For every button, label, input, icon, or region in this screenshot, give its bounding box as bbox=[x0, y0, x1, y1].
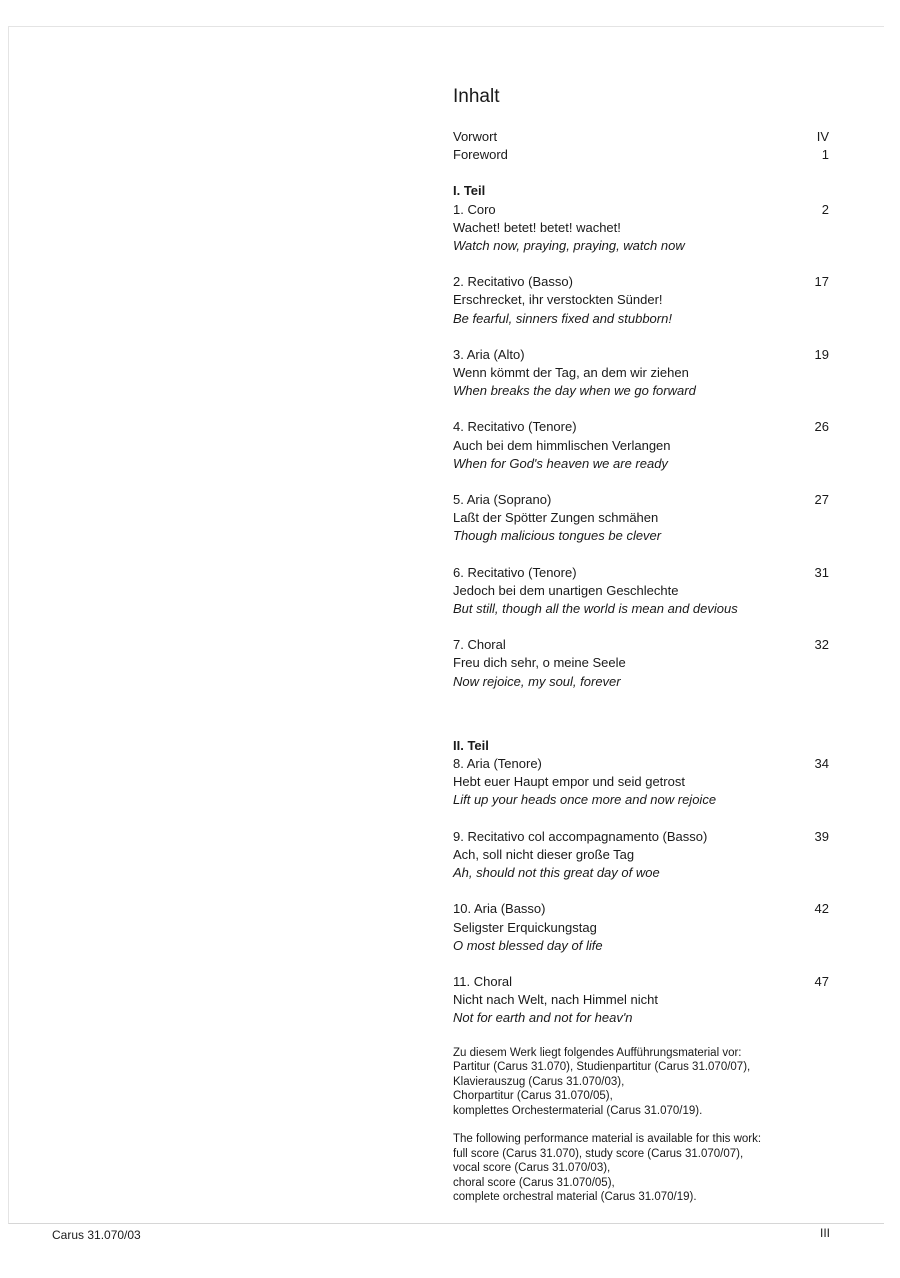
part-heading: I. Teil bbox=[453, 183, 486, 199]
toc-entry-vorwort[interactable] bbox=[453, 128, 829, 146]
entry-title: 4. Recitativo (Tenore) bbox=[453, 419, 577, 435]
entry-english: Not for earth and not for heav'n bbox=[453, 1010, 633, 1026]
toc-entry[interactable] bbox=[453, 273, 829, 328]
entry-label: Foreword bbox=[453, 147, 508, 163]
entry-page: 19 bbox=[814, 346, 829, 362]
front-matter bbox=[453, 128, 829, 164]
toc-entry[interactable] bbox=[453, 201, 829, 256]
entry-title: 8. Aria (Tenore) bbox=[453, 756, 542, 772]
entry-page: 32 bbox=[814, 637, 829, 653]
material-line: komplettes Orchestermaterial (Carus 31.070/19). bbox=[453, 1104, 703, 1117]
entry-page: 27 bbox=[814, 492, 829, 508]
toc-entry[interactable] bbox=[453, 755, 829, 810]
toc-entry-foreword[interactable] bbox=[453, 146, 829, 164]
entry-page: IV bbox=[816, 129, 829, 144]
entry-title: 2. Recitativo (Basso) bbox=[453, 274, 573, 290]
material-line: choral score (Carus 31.070/05), bbox=[453, 1176, 615, 1189]
part-spacer bbox=[453, 709, 829, 737]
entry-title: 10. Aria (Basso) bbox=[453, 901, 546, 917]
entry-german: Nicht nach Welt, nach Himmel nicht bbox=[453, 992, 658, 1008]
material-english bbox=[453, 1132, 829, 1205]
toc-entry[interactable] bbox=[453, 828, 829, 883]
entry-page: 26 bbox=[814, 419, 829, 435]
entry-page: 34 bbox=[814, 756, 829, 772]
entry-title: 9. Recitativo col accompagnamento (Basso) bbox=[453, 828, 708, 844]
entry-english: Now rejoice, my soul, forever bbox=[453, 673, 621, 689]
entry-german: Laßt der Spötter Zungen schmähen bbox=[453, 510, 659, 526]
entry-german: Erschrecket, ihr verstockten Sünder! bbox=[453, 292, 663, 308]
entry-english: Ah, should not this great day of woe bbox=[453, 865, 660, 881]
entry-english: Though malicious tongues be clever bbox=[453, 528, 662, 544]
entry-english: Lift up your heads once more and now rejoice bbox=[453, 792, 717, 808]
toc-entry[interactable] bbox=[453, 491, 829, 546]
entry-english: Be fearful, sinners fixed and stubborn! bbox=[453, 310, 672, 326]
entry-german: Freu dich sehr, o meine Seele bbox=[453, 655, 626, 671]
material-german bbox=[453, 1046, 829, 1119]
entry-german: Wachet! betet! betet! wachet! bbox=[453, 219, 621, 235]
table-of-contents bbox=[453, 86, 829, 1219]
entry-german: Ach, soll nicht dieser große Tag bbox=[453, 846, 635, 862]
entry-title: 1. Coro bbox=[453, 201, 496, 217]
entry-label: Vorwort bbox=[453, 129, 498, 144]
toc-entry[interactable] bbox=[453, 346, 829, 401]
entry-german: Wenn kömmt der Tag, an dem wir ziehen bbox=[453, 365, 689, 381]
entry-title: 3. Aria (Alto) bbox=[453, 346, 525, 362]
performance-material bbox=[453, 1046, 829, 1205]
material-line: full score (Carus 31.070), study score (Carus 31.070/07), bbox=[453, 1147, 744, 1160]
toc-entry[interactable] bbox=[453, 418, 829, 473]
footer-catalog-number: Carus 31.070/03 bbox=[52, 1228, 141, 1242]
entry-english: O most blessed day of life bbox=[453, 937, 603, 953]
toc-entry[interactable] bbox=[453, 973, 829, 1028]
entry-page: 31 bbox=[814, 564, 829, 580]
entry-english: Watch now, praying, praying, watch now bbox=[453, 238, 685, 254]
entry-german: Jedoch bei dem unartigen Geschlechte bbox=[453, 582, 679, 598]
entry-page: 47 bbox=[814, 973, 829, 989]
material-line: The following performance material is available for this work: bbox=[453, 1133, 762, 1146]
entry-english: When breaks the day when we go forward bbox=[453, 383, 696, 399]
material-line: Klavierauszug (Carus 31.070/03), bbox=[453, 1075, 625, 1088]
entry-page: 2 bbox=[821, 201, 829, 217]
entry-english: When for God's heaven we are ready bbox=[453, 455, 668, 471]
entry-page: 42 bbox=[814, 901, 829, 917]
entry-english: But still, though all the world is mean and devious bbox=[453, 601, 738, 617]
footer-page-number: III bbox=[819, 1226, 830, 1240]
part-heading: II. Teil bbox=[453, 737, 489, 753]
entry-page: 1 bbox=[821, 147, 829, 163]
material-line: Partitur (Carus 31.070), Studienpartitur (Carus 31.070/07), bbox=[453, 1061, 751, 1074]
material-line: complete orchestral material (Carus 31.070/19). bbox=[453, 1191, 697, 1204]
entry-page: 17 bbox=[814, 274, 829, 290]
entry-page: 39 bbox=[814, 828, 829, 844]
toc-entry[interactable] bbox=[453, 900, 829, 955]
entry-german: Seligster Erquickungstag bbox=[453, 919, 597, 935]
entry-german: Auch bei dem himmlischen Verlangen bbox=[453, 437, 671, 453]
toc-title: Inhalt bbox=[453, 86, 500, 107]
toc-entry[interactable] bbox=[453, 564, 829, 619]
toc-entry[interactable] bbox=[453, 636, 829, 691]
entry-title: 5. Aria (Soprano) bbox=[453, 492, 552, 508]
entry-german: Hebt euer Haupt empor und seid getrost bbox=[453, 774, 685, 790]
entry-title: 11. Choral bbox=[453, 973, 513, 989]
entry-title: 7. Choral bbox=[453, 637, 506, 653]
material-line: Chorpartitur (Carus 31.070/05), bbox=[453, 1090, 613, 1103]
material-line: vocal score (Carus 31.070/03), bbox=[453, 1162, 611, 1175]
entry-title: 6. Recitativo (Tenore) bbox=[453, 564, 577, 580]
material-line: Zu diesem Werk liegt folgendes Aufführungsmaterial vor: bbox=[453, 1046, 742, 1059]
